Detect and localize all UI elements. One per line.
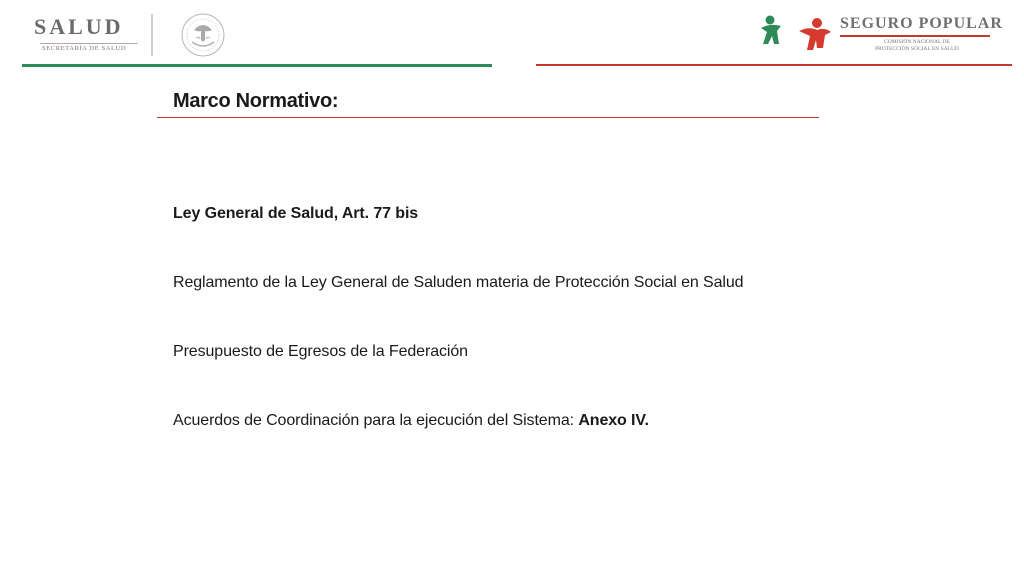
green-header-line <box>22 64 492 67</box>
seguro-popular-rule <box>840 35 990 37</box>
list-item-text: Acuerdos de Coordinación para la ejecución del Sistema: <box>173 412 579 429</box>
list-item: Ley General de Salud, Art. 77 bis <box>173 205 419 222</box>
seguro-popular-figures-icon <box>757 14 833 54</box>
seguro-popular-subtitle-line1: COMISIÓN NACIONAL DE <box>884 39 950 45</box>
salud-logo-subtitle: SECRETARÍA DE SALUD <box>42 45 127 52</box>
title-underline <box>157 117 819 118</box>
seguro-popular-title: SEGURO POPULAR <box>840 15 1003 32</box>
seguro-popular-subtitle <box>862 39 972 53</box>
salud-logo <box>30 14 142 56</box>
list-item-emphasis: Anexo IV. <box>578 412 649 429</box>
salud-logo-word: SALUD <box>34 14 124 39</box>
list-item: Reglamento de la Ley General de Saluden materia de Protección Social en Salud <box>173 274 744 291</box>
list-item <box>173 412 649 430</box>
coat-of-arms-seal-icon <box>172 12 234 58</box>
list-item: Presupuesto de Egresos de la Federación <box>173 343 468 360</box>
red-header-line <box>536 64 1012 66</box>
logo-divider <box>151 14 153 56</box>
salud-logo-rule <box>40 43 138 44</box>
seguro-popular-subtitle-line2: PROTECCIÓN SOCIAL EN SALUD <box>875 46 959 52</box>
slide-header <box>0 0 1024 70</box>
slide-title: Marco Normativo: <box>173 90 339 112</box>
